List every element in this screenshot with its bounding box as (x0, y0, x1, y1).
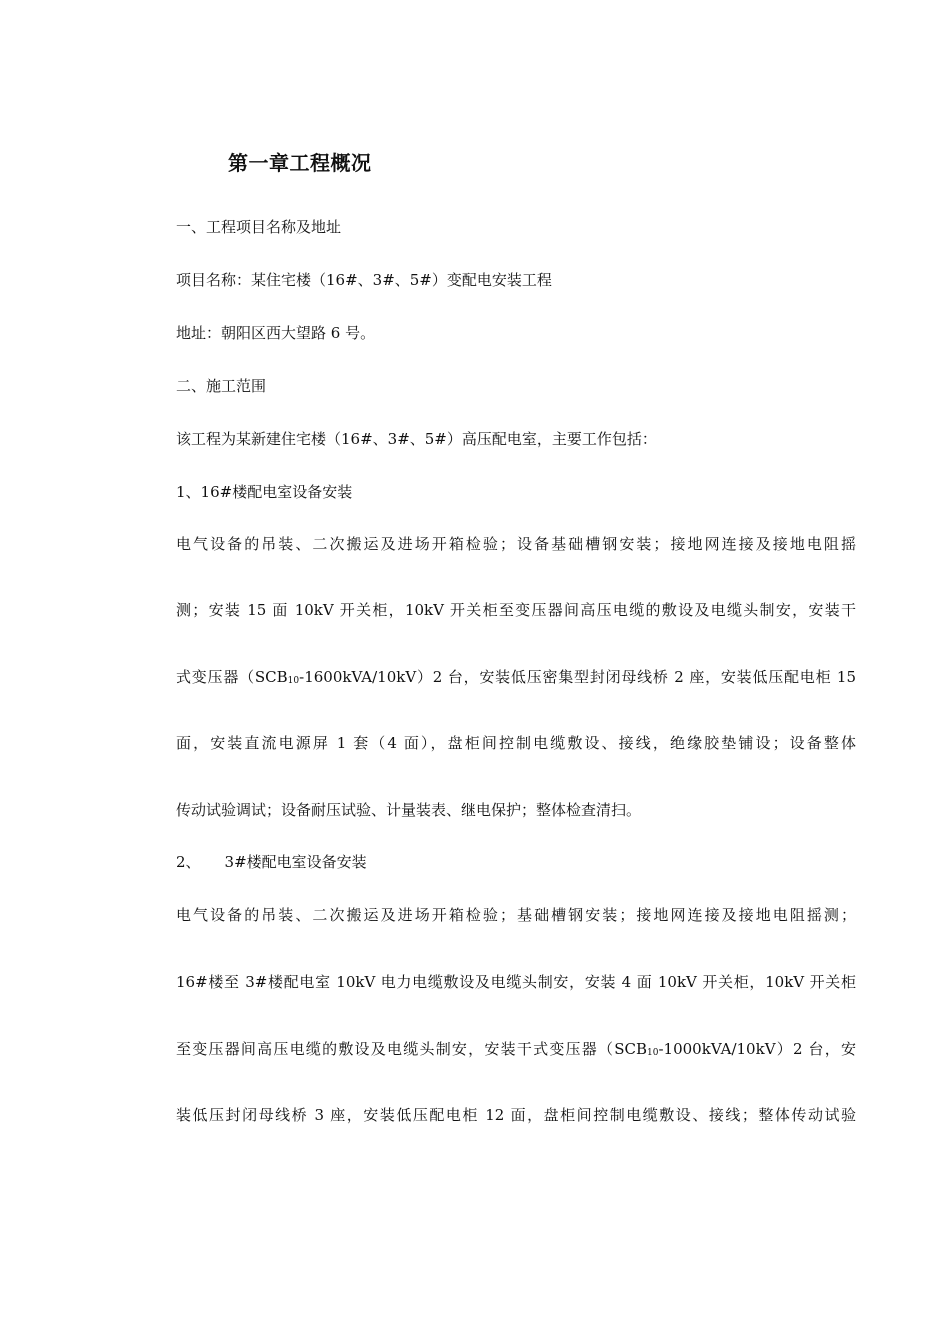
item2-paragraph-line-1: 电气设备的吊装、二次搬运及进场开箱检验；基础槽钢安装；接地网连接及接地电阻摇测； (176, 906, 856, 924)
section-heading-project: 一、工程项目名称及地址 (176, 218, 342, 236)
item2-line3-text-a: 至变压器间高压电缆的敷设及电缆头制安，安装干式变压器（SCB (176, 1040, 648, 1058)
item1-paragraph-line-4: 面，安装直流电源屏 1 套（4 面），盘柜间控制电缆敷设、接线，绝缘胶垫铺设；设备整体 (176, 734, 856, 752)
item1-paragraph-line-3 (176, 667, 856, 691)
item2-paragraph-line-3 (176, 1039, 856, 1063)
item2-heading: 3#楼配电室设备安装 (224, 853, 367, 871)
project-name-line: 项目名称：某住宅楼（16#、3#、5#）变配电安装工程 (176, 271, 552, 289)
item1-paragraph-line-5: 传动试验调试；设备耐压试验、计量装表、继电保护；整体检查清扫。 (176, 801, 642, 819)
item1-line3-subscript: 10 (287, 676, 300, 686)
item1-line3-text-b: -1600kVA/10kV）2 台，安装低压密集型封闭母线桥 2 座，安装低压配电柜 15 (299, 668, 856, 686)
item1-line3-text-a: 式变压器（SCB (176, 668, 288, 686)
item1-paragraph-line-1: 电气设备的吊装、二次搬运及进场开箱检验；设备基础槽钢安装；接地网连接及接地电阻摇 (176, 535, 856, 553)
item2-paragraph-line-2: 16#楼至 3#楼配电室 10kV 电力电缆敷设及电缆头制安，安装 4 面 10kV 开关柜，10kV 开关柜 (176, 973, 856, 991)
item1-paragraph-line-2: 测；安装 15 面 10kV 开关柜，10kV 开关柜至变压器间高压电缆的敷设及电缆头制安，安装干 (176, 601, 856, 619)
item2-number: 2、 (176, 853, 201, 871)
chapter-title: 第一章工程概况 (228, 151, 372, 175)
item2-heading-line (176, 852, 856, 872)
address-line: 地址：朝阳区西大望路 6 号。 (176, 324, 376, 342)
item2-line3-text-b: -1000kVA/10kV）2 台，安 (658, 1040, 856, 1058)
section-heading-scope: 二、施工范围 (176, 377, 267, 395)
scope-intro: 该工程为某新建住宅楼（16#、3#、5#）高压配电室，主要工作包括： (176, 430, 657, 448)
item2-paragraph-line-4: 装低压封闭母线桥 3 座，安装低压配电柜 12 面，盘柜间控制电缆敷设、接线；整体传动试验 (176, 1106, 856, 1124)
item2-line3-subscript: 10 (647, 1048, 659, 1058)
item1-heading: 1、16#楼配电室设备安装 (176, 483, 353, 501)
